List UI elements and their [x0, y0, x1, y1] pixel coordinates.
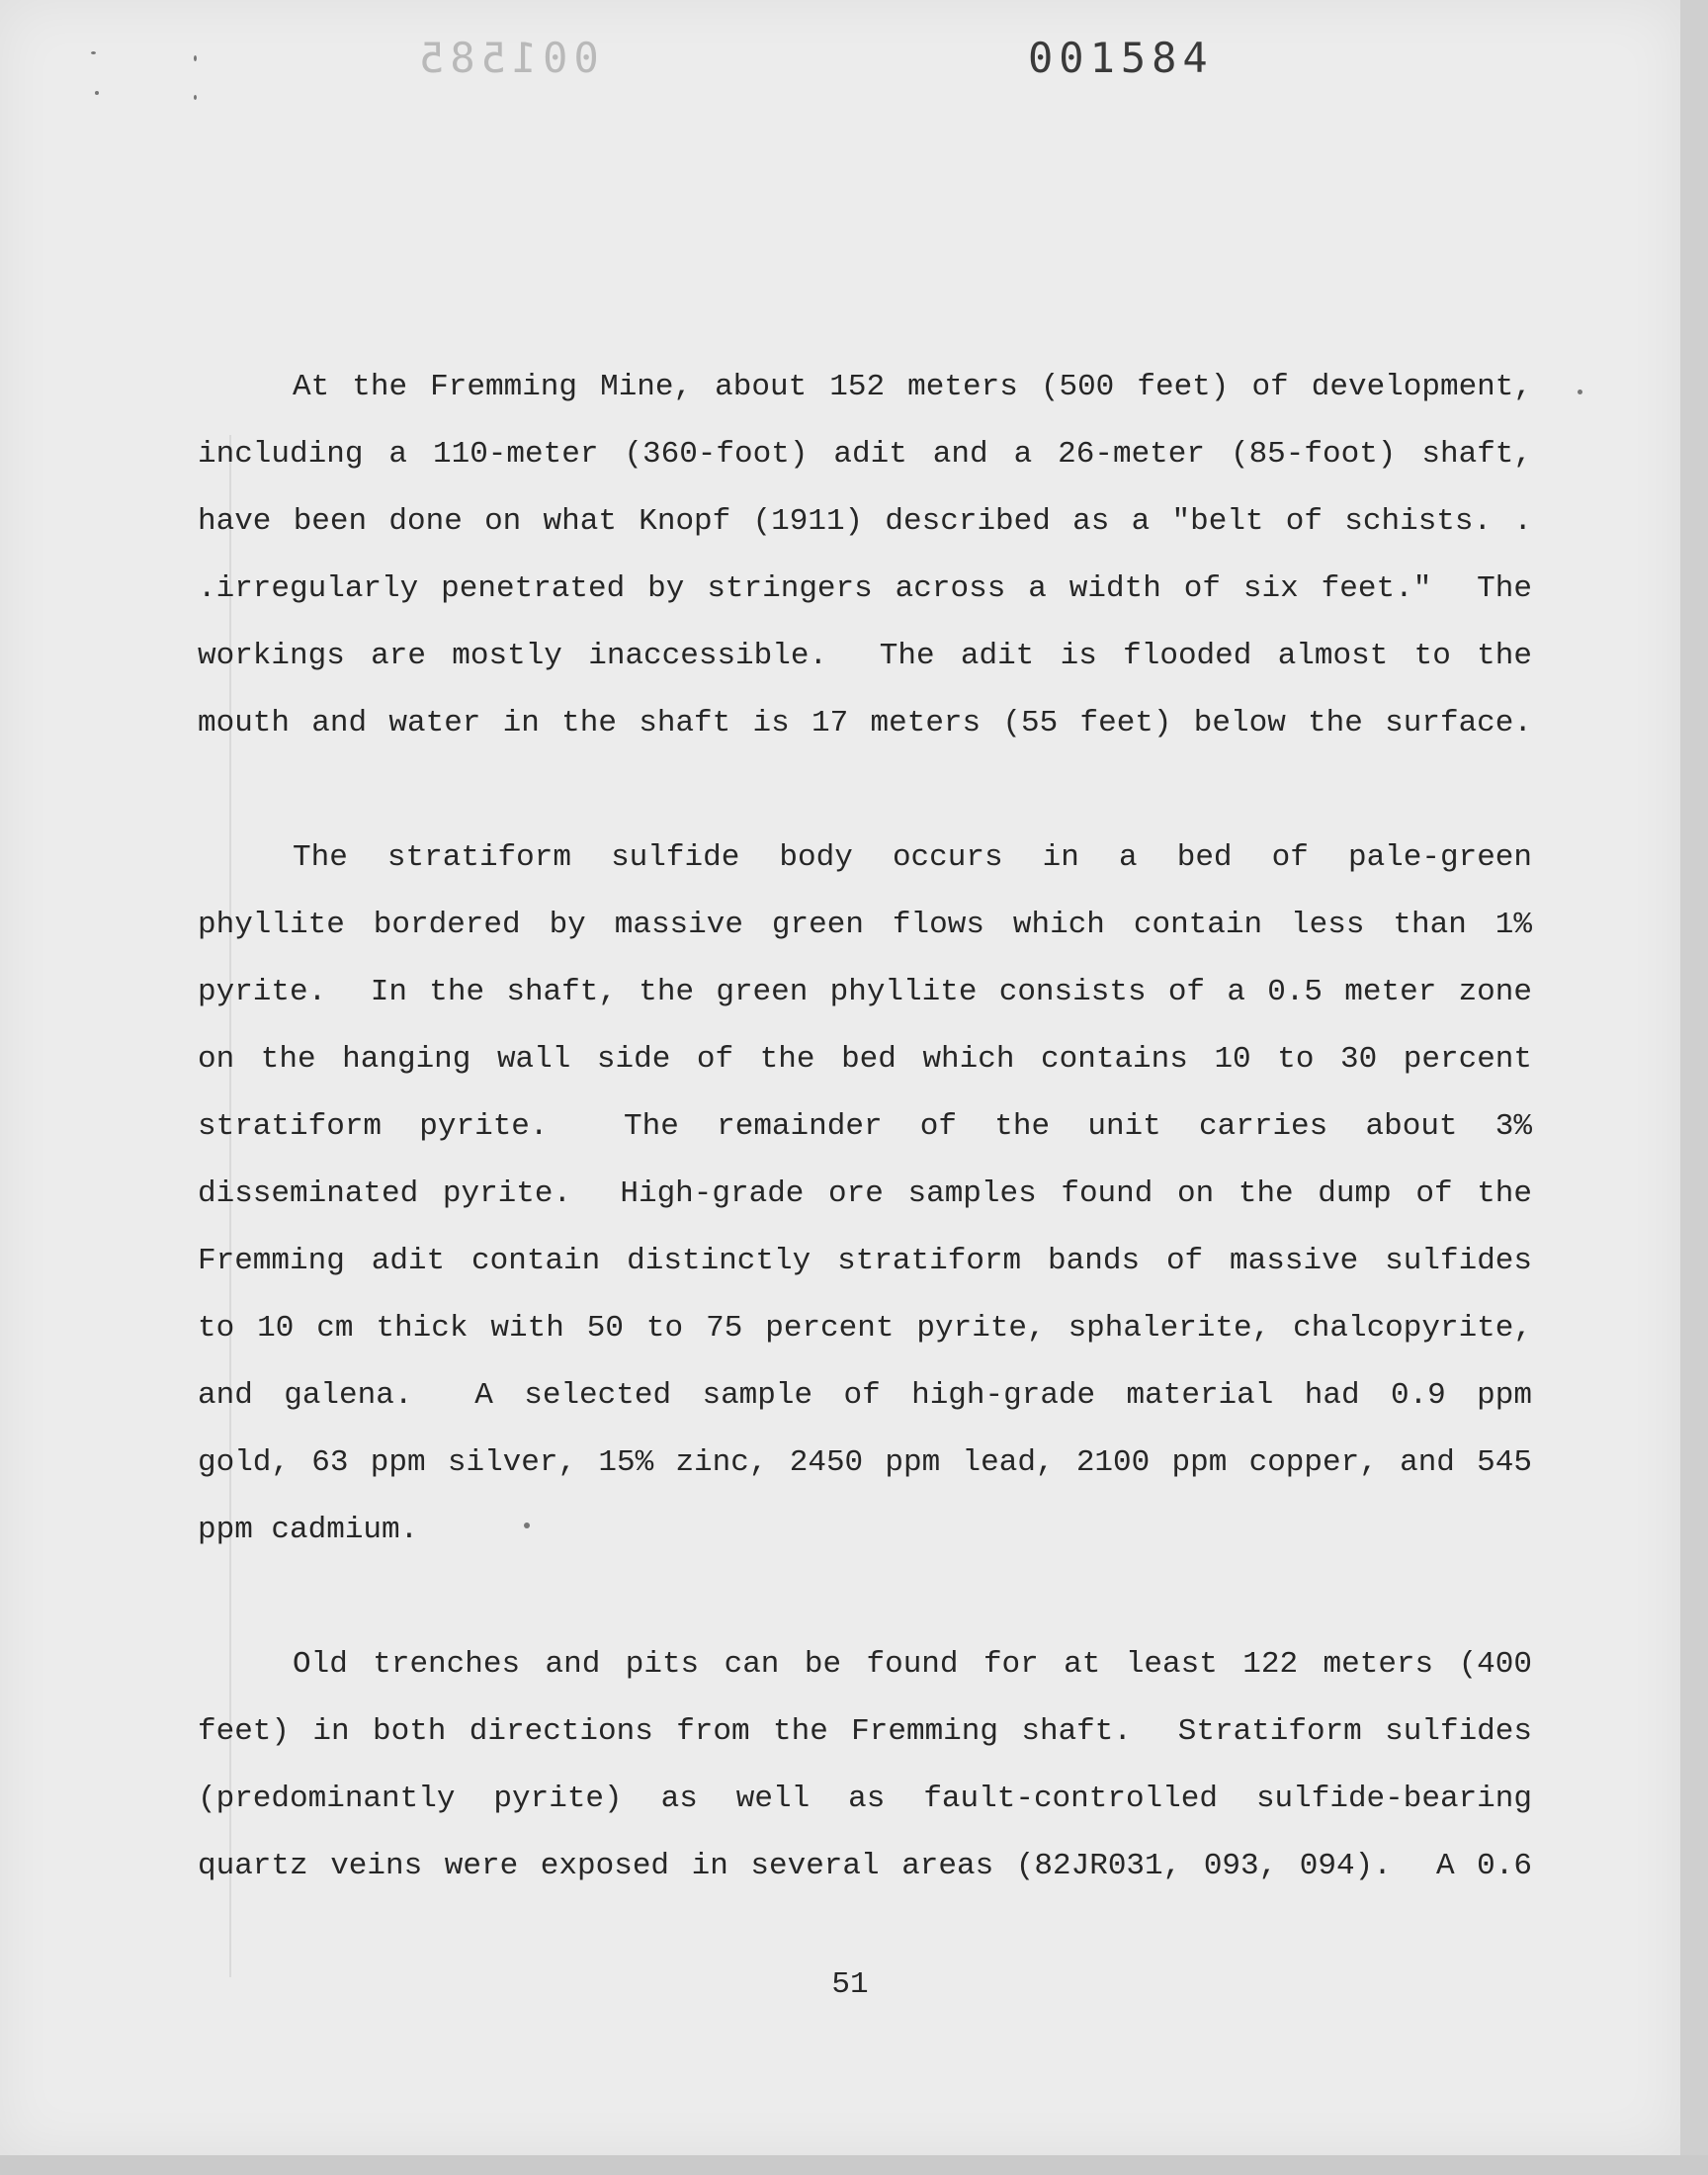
text-line: stratiform pyrite. The remainder of the unit carries about 3%	[198, 1109, 1532, 1144]
page-number: 51	[831, 1967, 869, 2002]
scan-speck	[194, 95, 197, 100]
text-line: workings are mostly inaccessible. The adit is flooded almost to the	[198, 639, 1532, 673]
paragraph-1	[198, 354, 1532, 757]
text-line: feet) in both directions from the Fremming shaft. Stratiform sulfides	[198, 1714, 1532, 1749]
text-line: and galena. A selected sample of high-grade material had 0.9 ppm	[198, 1378, 1532, 1413]
text-line: Old trenches and pits can be found for at least 122 meters (400	[293, 1647, 1532, 1682]
text-line: disseminated pyrite. High-grade ore samples found on the dump of the	[198, 1176, 1532, 1211]
text-line: have been done on what Knopf (1911) described as a "belt of schists. .	[198, 504, 1532, 539]
text-line: mouth and water in the shaft is 17 meters (55 feet) below the surface.	[198, 706, 1532, 740]
text-line: The stratiform sulfide body occurs in a bed of pale-green	[293, 840, 1532, 875]
text-line: phyllite bordered by massive green flows which contain less than 1%	[198, 908, 1532, 942]
scan-speck	[91, 51, 96, 54]
scan-speck	[95, 91, 99, 95]
text-line: .irregularly penetrated by stringers across a width of six feet." The	[198, 571, 1532, 606]
scan-speck	[1578, 390, 1582, 394]
paragraph-2	[198, 825, 1532, 1564]
text-line: pyrite. In the shaft, the green phyllite consists of a 0.5 meter zone	[198, 975, 1532, 1009]
scanner-edge-right	[1680, 0, 1708, 2175]
text-line: including a 110-meter (360-foot) adit and a 26-meter (85-foot) shaft,	[198, 437, 1532, 472]
body-text	[198, 354, 1532, 1967]
document-stamp-number: 001584	[1028, 34, 1214, 82]
text-line: At the Fremming Mine, about 152 meters (500 feet) of development,	[293, 370, 1532, 404]
text-line: on the hanging wall side of the bed which contains 10 to 30 percent	[198, 1042, 1532, 1077]
text-line: Fremming adit contain distinctly stratiform bands of massive sulfides	[198, 1244, 1532, 1278]
text-line: (predominantly pyrite) as well as fault-controlled sulfide-bearing	[198, 1782, 1532, 1816]
text-line: quartz veins were exposed in several areas (82JR031, 093, 094). A 0.6	[198, 1849, 1532, 1883]
text-line: gold, 63 ppm silver, 15% zinc, 2450 ppm lead, 2100 ppm copper, and 545	[198, 1445, 1532, 1480]
scanner-edge-bottom	[0, 2155, 1708, 2175]
text-line: to 10 cm thick with 50 to 75 percent pyrite, sphalerite, chalcopyrite,	[198, 1311, 1532, 1346]
paragraph-3	[198, 1631, 1532, 1900]
scan-speck	[194, 55, 197, 61]
text-line: ppm cadmium.	[198, 1513, 419, 1547]
ghost-stamp-number: 001585	[413, 34, 599, 82]
